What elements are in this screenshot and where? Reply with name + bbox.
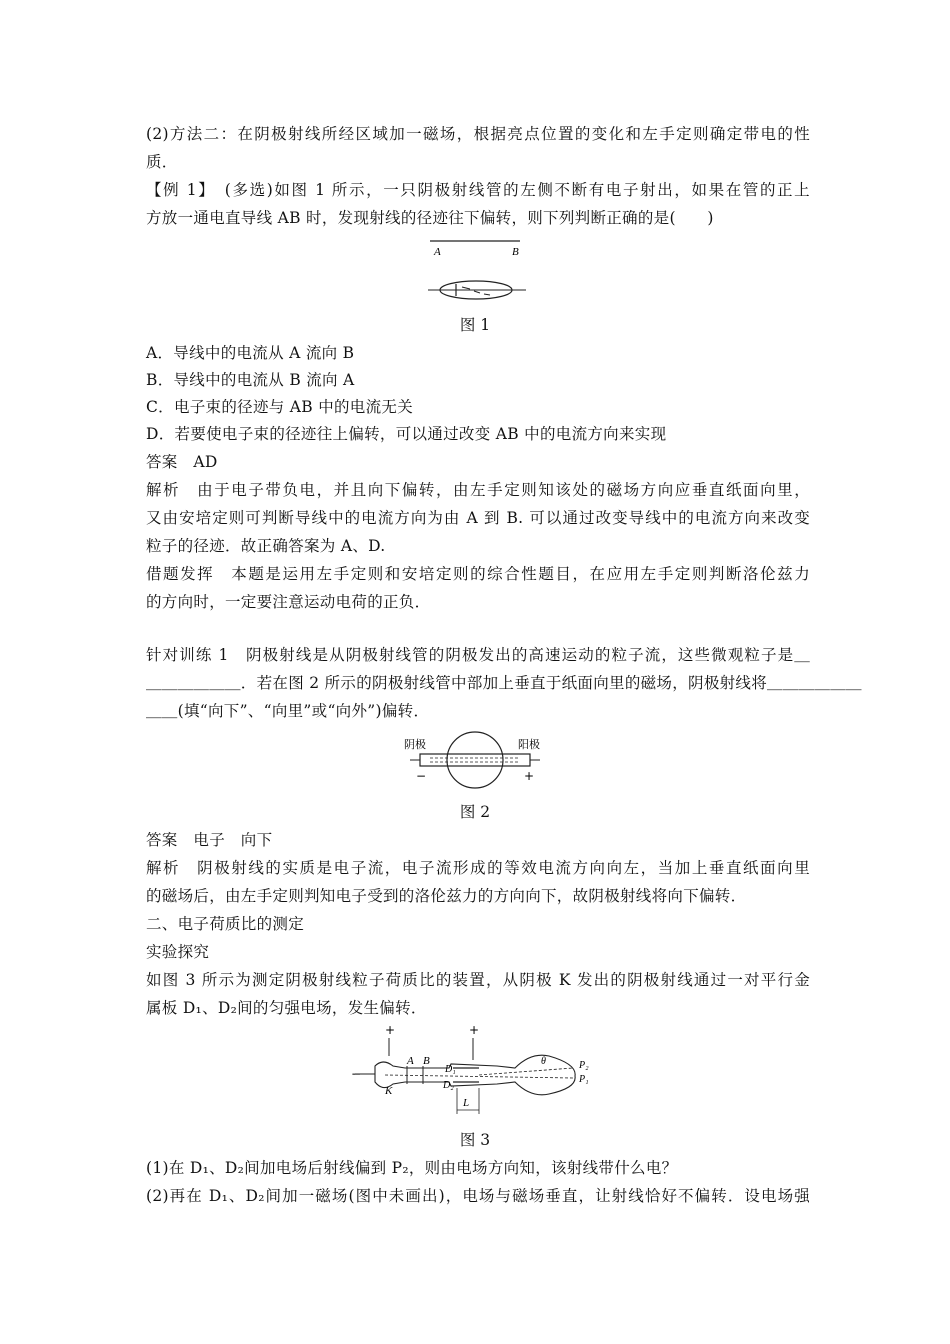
section-heading: 二、电子荷质比的测定 bbox=[146, 915, 305, 933]
text-line: 质． bbox=[146, 153, 178, 171]
text-line: (2)方法二：在阴极射线所经区域加一磁场，根据亮点位置的变化和左手定则确定带电的性 bbox=[146, 125, 810, 143]
example-heading: 【例 1】 (多选)如图 1 所示，一只阴极射线管的左侧不断有电子射出，如果在管的正上 bbox=[146, 181, 810, 199]
cathode-label: 阴极 bbox=[404, 738, 426, 751]
anode-label: 阳极 bbox=[518, 738, 540, 751]
option-b: B．导线中的电流从 B 流向 A bbox=[146, 371, 355, 389]
figure-1-diagram bbox=[420, 234, 530, 304]
figure-2-diagram bbox=[400, 728, 550, 792]
label-d1: D₁ bbox=[445, 1064, 456, 1075]
label-theta: θ bbox=[541, 1056, 546, 1067]
explanation-2: 解析 阴极射线的实质是电子流，电子流形成的等效电流方向向左，当加上垂直纸面向里 bbox=[146, 859, 810, 877]
label-b: B bbox=[512, 246, 519, 258]
text-line: 方放一通电直导线 AB 时，发现射线的径迹往下偏转，则下列判断正确的是( ) bbox=[146, 209, 714, 227]
label-l: L bbox=[463, 1097, 470, 1109]
plus-sign: + bbox=[385, 1023, 396, 1037]
tube-body bbox=[420, 754, 530, 766]
figure-3-caption: 图 3 bbox=[459, 1131, 491, 1149]
training-1: 针对训练 1 阴极射线是从阴极射线管的阴极发出的高速运动的粒子流，这些微观粒子是＿ bbox=[146, 646, 810, 664]
label-a: A bbox=[434, 246, 441, 258]
label-p1: P₁ bbox=[579, 1074, 589, 1085]
beam-straight bbox=[385, 1075, 573, 1078]
label-k: K bbox=[385, 1085, 393, 1097]
option-a: A．导线中的电流从 A 流向 B bbox=[146, 344, 355, 362]
explanation-1: 粒子的径迹．故正确答案为 A、D. bbox=[146, 537, 386, 555]
label-d2: D₂ bbox=[443, 1080, 454, 1091]
beam-path bbox=[462, 287, 490, 295]
answer-2: 答案 电子 向下 bbox=[146, 831, 273, 849]
plus-sign: + bbox=[524, 769, 535, 783]
figure-1-caption: 图 1 bbox=[459, 316, 491, 334]
training-1: ＿＿(填“向下”、“向里”或“向外”)偏转． bbox=[146, 702, 430, 720]
label-p2: P₂ bbox=[579, 1060, 589, 1071]
beam-deflected bbox=[479, 1068, 573, 1075]
label-b: B bbox=[423, 1055, 430, 1067]
training-1: ＿＿＿＿＿＿．若在图 2 所示的阴极射线管中部加上垂直于纸面向里的磁场，阴极射线将＿＿＿＿＿＿ bbox=[146, 674, 862, 692]
explanation-1: 解析 由于电子带负电，并且向下偏转，由左手定则知该处的磁场方向应垂直纸面向里， bbox=[146, 481, 810, 499]
option-c: C．电子束的径迹与 AB 中的电流无关 bbox=[146, 398, 413, 416]
subsection-heading: 实验探究 bbox=[146, 943, 210, 961]
figure-2-caption: 图 2 bbox=[459, 803, 491, 821]
option-d: D．若要使电子束的径迹往上偏转，可以通过改变 AB 中的电流方向来实现 bbox=[146, 425, 667, 443]
explanation-2: 的磁场后，由左手定则判知电子受到的洛伦兹力的方向向下，故阴极射线将向下偏转． bbox=[146, 887, 747, 905]
plus-sign: + bbox=[469, 1023, 480, 1037]
magnet-region bbox=[447, 732, 503, 788]
figure-3-diagram bbox=[345, 1022, 600, 1122]
explanation-1: 又由安培定则可判断导线中的电流方向为由 A 到 B. 可以通过改变导线中的电流方向来改变 bbox=[146, 509, 810, 527]
text-line: 属板 D₁、D₂间的匀强电场，发生偏转． bbox=[146, 999, 427, 1017]
question-1: (1)在 D₁、D₂间加电场后射线偏到 P₂，则由电场方向知，该射线带什么电？ bbox=[146, 1159, 678, 1177]
text-line: 如图 3 所示为测定阴极射线粒子荷质比的装置，从阴极 K 发出的阴极射线通过一对平行金 bbox=[146, 971, 810, 989]
label-a: A bbox=[407, 1055, 414, 1067]
minus-sign: − bbox=[351, 1067, 362, 1081]
tip: 借题发挥 本题是运用左手定则和安培定则的综合性题目，在应用左手定则判断洛伦兹力 bbox=[146, 565, 810, 583]
answer-1: 答案 AD bbox=[146, 453, 218, 471]
minus-sign: − bbox=[416, 769, 427, 783]
question-2: (2)再在 D₁、D₂间加一磁场(图中未画出)，电场与磁场垂直，让射线恰好不偏转．设电场强 bbox=[146, 1187, 810, 1205]
tip: 的方向时，一定要注意运动电荷的正负． bbox=[146, 593, 431, 611]
